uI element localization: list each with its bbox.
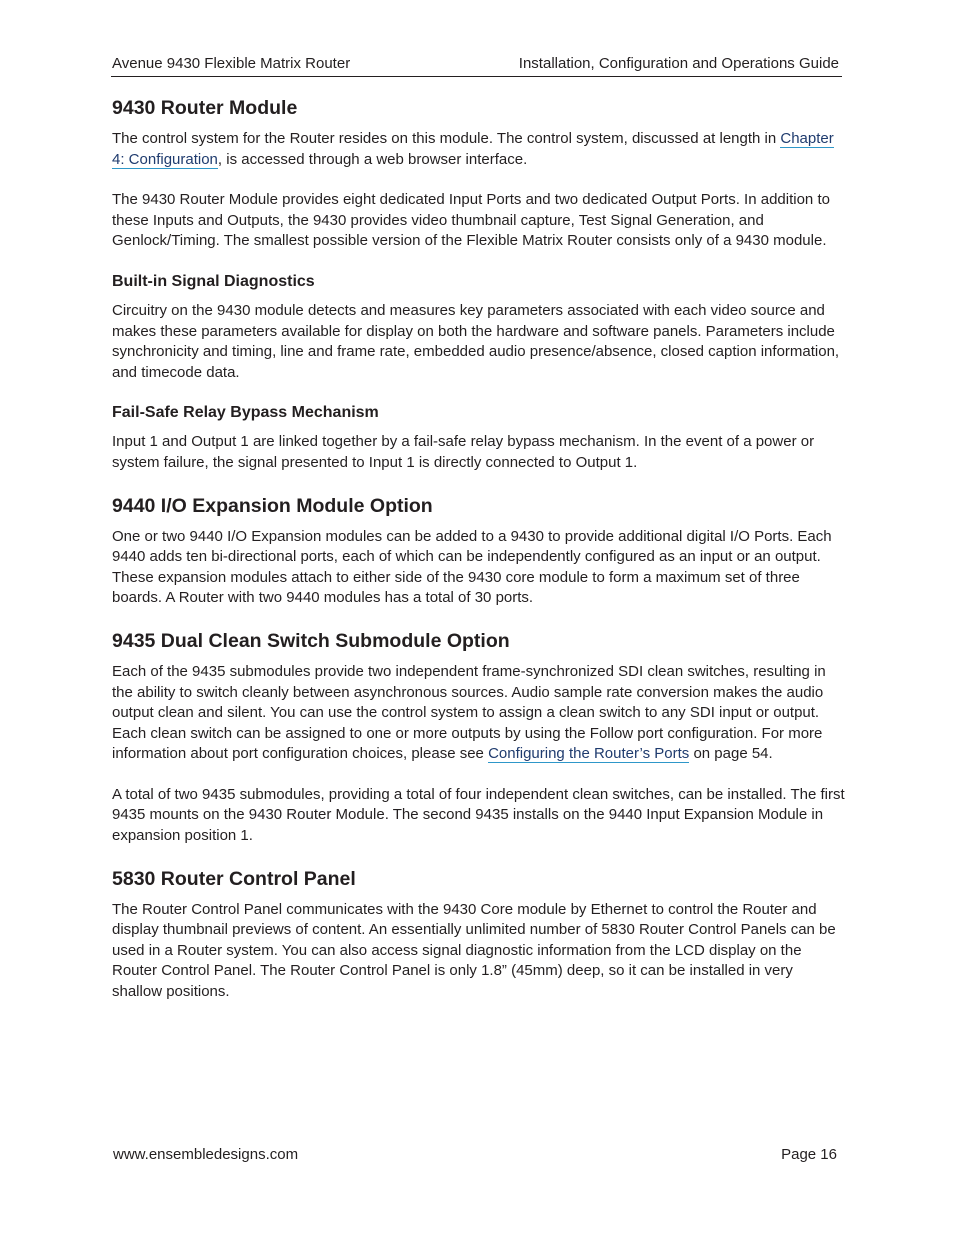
link-configuring-router-ports[interactable]: Configuring the Router’s Ports	[488, 745, 690, 763]
text-fragment: , is accessed through a web browser interface.	[217, 150, 528, 168]
page-content	[112, 96, 846, 1023]
heading-failsafe-relay: Fail-Safe Relay Bypass Mechanism	[112, 404, 379, 422]
heading-signal-diagnostics: Built-in Signal Diagnostics	[112, 272, 315, 290]
heading-clean-switch: 9435 Dual Clean Switch Submodule Option	[112, 629, 510, 652]
footer-website: www.ensembledesigns.com	[113, 1146, 299, 1163]
text-fragment: on page 54.	[689, 745, 773, 763]
paragraph-router-module-1	[112, 129, 846, 170]
paragraph-failsafe-relay: Input 1 and Output 1 are linked together by a fail-safe relay bypass mechanism. In the event of a power or system failure, the signal presented to Input 1 is directly connected to Output 1.	[112, 433, 815, 471]
paragraph-clean-switch-1	[112, 662, 846, 765]
text-fragment: Each of the 9435 submodules provide two independent frame-synchronized SDI clean switches, resulting in the ability to switch cleanly between asynchronous sources. Audio sample rate conversion makes the audio output clean and silent. You can use the control system to assign a clean switch to any SDI input or output. Each clean switch can be assigned to one or more outputs by using the Follow port configuration. For more information about port configuration choices, please see	[112, 662, 826, 763]
header-guide-title: Installation, Configuration and Operations Guide	[518, 55, 839, 72]
footer-page-number: Page 16	[781, 1146, 837, 1163]
paragraph-control-panel: The Router Control Panel communicates with the 9430 Core module by Ethernet to control the Router and display thumbnail previews of content. An essentially unlimited number of 5830 Router Control Panels can be used in a Router system. You can also access signal diagnostic information from the LCD display on the Router Control Panel. The Router Control Panel is only 1.8” (45mm) deep, so it can be installed in very shallow positions.	[112, 900, 836, 1001]
paragraph-signal-diagnostics: Circuitry on the 9430 module detects and measures key parameters associated with each video source and makes these parameters available for display on both the hardware and software panels. Parameters include synchronicity and timing, line and frame rate, embedded audio presence/absence, closed caption information, and timecode data.	[112, 301, 840, 381]
link-chapter-4-configuration[interactable]: Chapter 4: Configuration	[112, 130, 834, 168]
header-doc-title: Avenue 9430 Flexible Matrix Router	[112, 55, 351, 72]
heading-router-module: 9430 Router Module	[112, 97, 298, 119]
paragraph-router-module-2: The 9430 Router Module provides eight dedicated Input Ports and two dedicated Output Ports. In addition to these Inputs and Outputs, the 9430 provides video thumbnail capture, Test Signal Generation, and Genlock/Timing. The smallest possible version of the Flexible Matrix Router consists only of a 9430 module.	[112, 191, 830, 250]
paragraph-clean-switch-2: A total of two 9435 submodules, providing a total of four independent clean switches, can be installed. The first 9435 mounts on the 9430 Router Module. The second 9435 installs on the 9440 Input Expansion Module in expansion position 1.	[112, 785, 845, 845]
heading-control-panel: 5830 Router Control Panel	[112, 867, 356, 890]
heading-expansion-module: 9440 I/O Expansion Module Option	[112, 494, 433, 517]
text-fragment: The control system for the Router resides on this module. The control system, discussed at length in	[112, 130, 781, 147]
page-header	[111, 54, 842, 77]
paragraph-expansion-module: One or two 9440 I/O Expansion modules can be added to a 9430 to provide additional digital I/O Ports. Each 9440 adds ten bi-directional ports, each of which can be independently configured as an input or an output. These expansion modules attach to either side of the 9430 core module to form a maximum set of three boards. A Router with two 9440 modules has a total of 30 ports.	[112, 527, 832, 607]
